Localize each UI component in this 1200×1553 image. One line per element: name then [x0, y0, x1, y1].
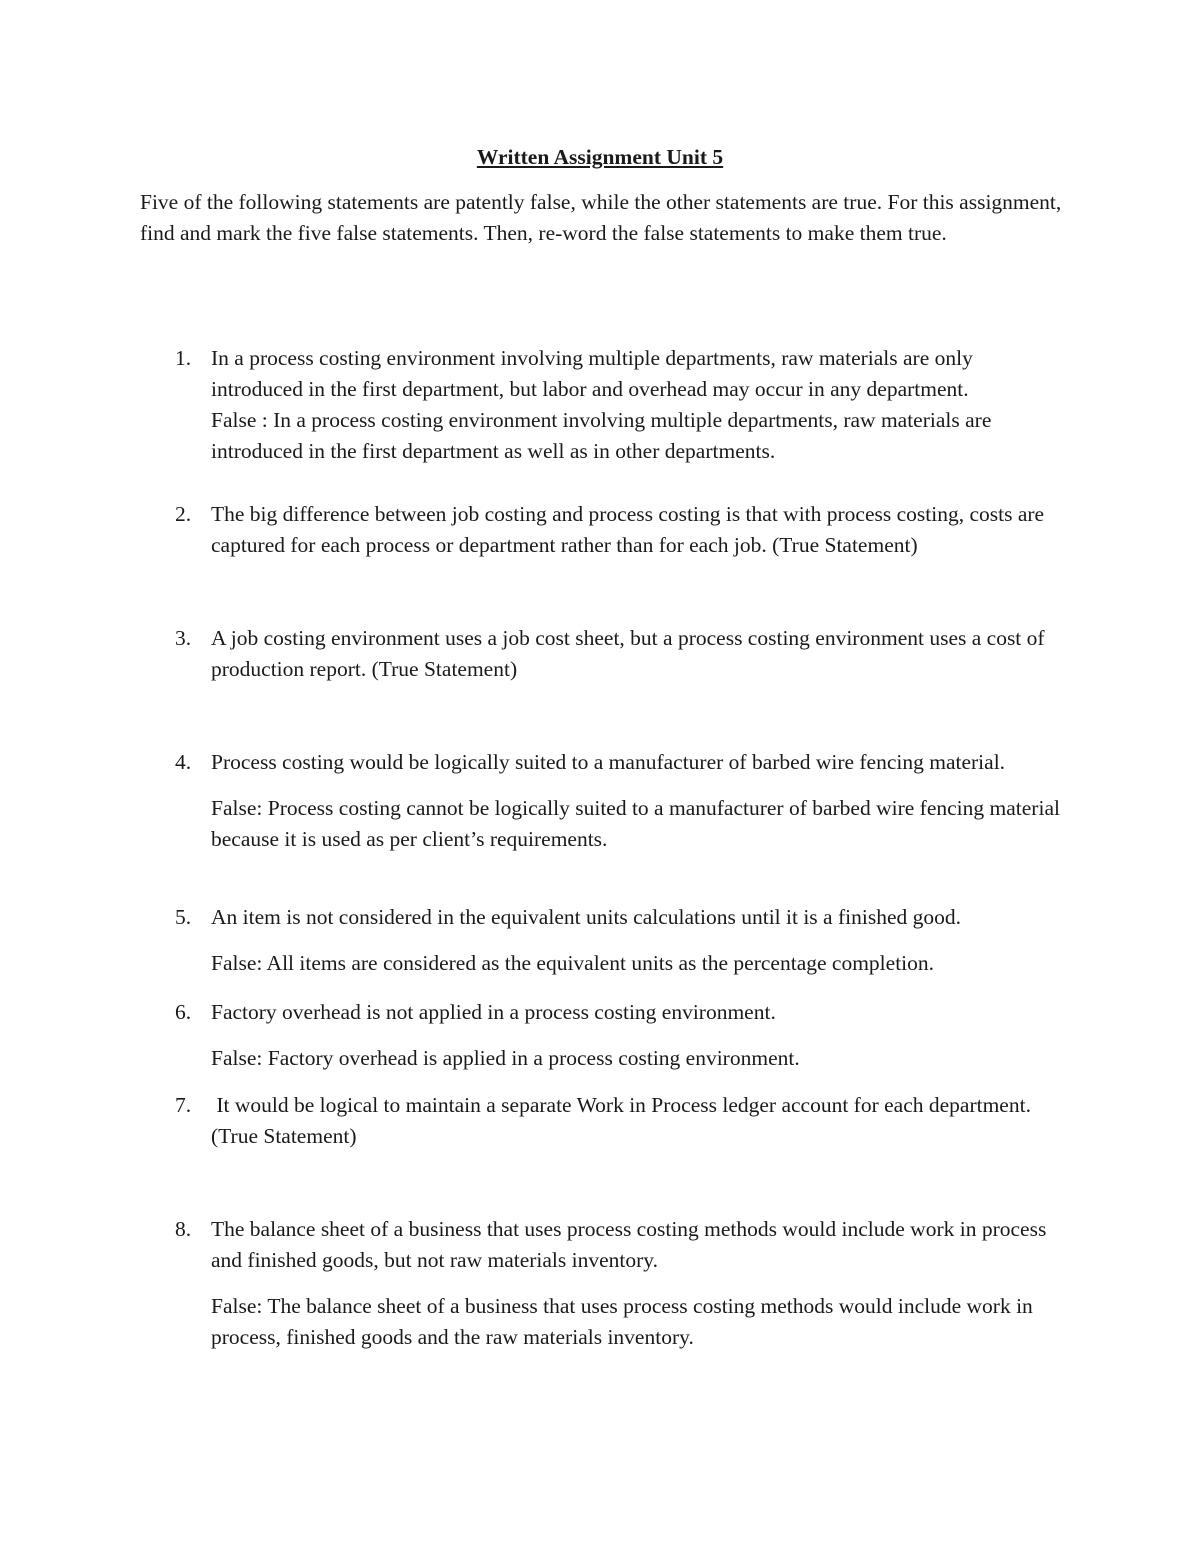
item-answer: False : In a process costing environment involving multiple departments, raw materials are introduced in the first department as well as in other departments.: [211, 408, 992, 463]
item-number: 8.: [175, 1217, 192, 1241]
item-number: 1.: [175, 346, 192, 370]
list-item: [140, 902, 1070, 979]
list-item: [140, 623, 1070, 685]
item-statement: Factory overhead is not applied in a process costing environment.: [211, 1000, 776, 1024]
item-answer: False: Process costing cannot be logically suited to a manufacturer of barbed wire fencing material because it is used as per client’s requirements.: [211, 796, 1060, 851]
item-answer: False: The balance sheet of a business that uses process costing methods would include work in process, finished goods and the raw materials inventory.: [211, 1294, 1033, 1349]
item-statement: The balance sheet of a business that uses process costing methods would include work in process and finished goods, but not raw materials inventory.: [211, 1217, 1047, 1272]
item-number: 2.: [175, 502, 192, 526]
item-statement: In a process costing environment involving multiple departments, raw materials are only introduced in the first department, but labor and overhead may occur in any department.: [211, 346, 973, 401]
item-number: 3.: [175, 626, 192, 650]
item-statement: A job costing environment uses a job cost sheet, but a process costing environment uses a cost of production report. (True Statement): [211, 626, 1045, 681]
item-number: 4.: [175, 750, 192, 774]
item-answer: False: All items are considered as the equivalent units as the percentage completion.: [211, 951, 935, 975]
list-item: [140, 343, 1070, 467]
item-number: 6.: [175, 1000, 192, 1024]
list-item: [140, 747, 1070, 855]
item-answer: False: Factory overhead is applied in a process costing environment.: [211, 1046, 800, 1070]
list-item: [140, 997, 1070, 1074]
item-statement: The big difference between job costing and process costing is that with process costing, costs are captured for each process or department rather than for each job. (True Statement): [211, 502, 1045, 557]
item-statement: An item is not considered in the equivalent units calculations until it is a finished good.: [211, 905, 961, 929]
item-number: 7.: [175, 1093, 192, 1117]
item-number: 5.: [175, 905, 192, 929]
list-item: [140, 499, 1070, 561]
item-statement: Process costing would be logically suited to a manufacturer of barbed wire fencing material.: [211, 750, 1006, 774]
item-statement: It would be logical to maintain a separate Work in Process ledger account for each department. (True Statement): [211, 1093, 1037, 1148]
list-item: [140, 1090, 1070, 1152]
intro-paragraph: Five of the following statements are patently false, while the other statements are true. For this assignment, find and mark the five false statements. Then, re-word the false statements to make them true.: [140, 190, 1062, 245]
page-title: Written Assignment Unit 5: [476, 145, 724, 169]
list-item: [140, 1214, 1070, 1353]
